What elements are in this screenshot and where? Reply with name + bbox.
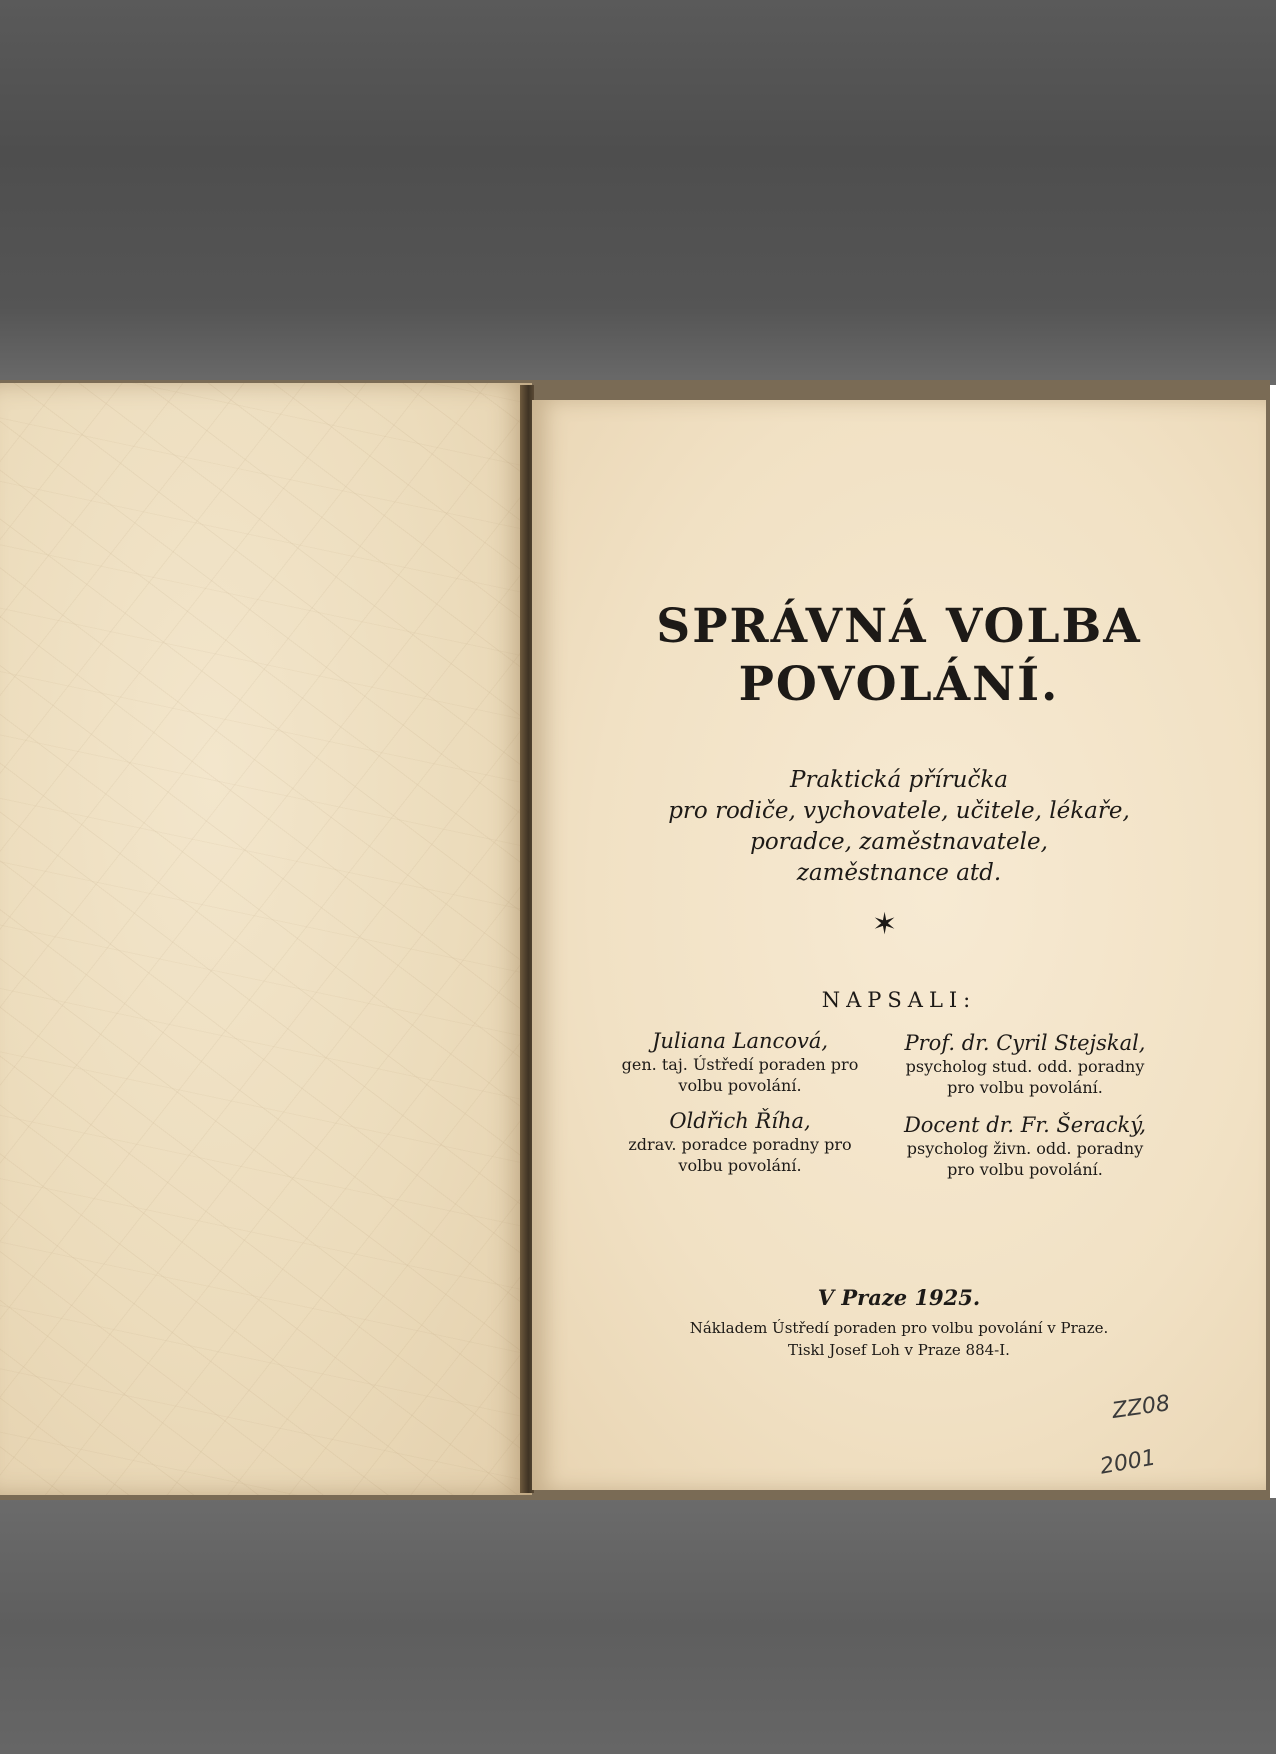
publisher-line: Nákladem Ústředí poraden pro volbu povolání v Praze. bbox=[689, 1319, 1109, 1337]
author-role: zdrav. poradce poradny pro bbox=[628, 1135, 852, 1154]
author-name: Oldřich Říha, bbox=[669, 1109, 811, 1133]
scan-background-top bbox=[0, 0, 1276, 385]
author-role: gen. taj. Ústředí poraden pro bbox=[621, 1055, 859, 1074]
authors-heading: NAPSALI: bbox=[821, 988, 977, 1012]
title-line-2: POVOLÁNÍ. bbox=[738, 657, 1060, 712]
title-line-1: SPRÁVNÁ VOLBA bbox=[656, 599, 1142, 654]
author-role: volbu povolání. bbox=[678, 1156, 802, 1175]
subtitle-line: Praktická příručka bbox=[790, 767, 1008, 793]
title-page bbox=[532, 400, 1266, 1490]
author-name: Prof. dr. Cyril Stejskal, bbox=[904, 1031, 1146, 1055]
author-role: psycholog živn. odd. poradny bbox=[906, 1139, 1144, 1158]
subtitle-line: zaměstnance atd. bbox=[796, 860, 1002, 886]
publisher-info bbox=[532, 1317, 1266, 1361]
ornament-star-icon: ✶ bbox=[872, 907, 898, 942]
author-entry bbox=[880, 1112, 1170, 1180]
book-title bbox=[532, 598, 1266, 714]
printer-line: Tiskl Josef Loh v Praze 884-I. bbox=[788, 1341, 1010, 1359]
author-entry bbox=[610, 1028, 870, 1096]
subtitle-line: pro rodiče, vychovatele, učitele, lékaře, bbox=[668, 798, 1130, 824]
author-entry bbox=[880, 1030, 1170, 1098]
subtitle-line: poradce, zaměstnavatele, bbox=[750, 829, 1048, 855]
pencil-note: ZZ08 bbox=[1110, 1391, 1172, 1424]
author-name: Docent dr. Fr. Šeracký, bbox=[903, 1113, 1147, 1137]
author-role: pro volbu povolání. bbox=[947, 1078, 1103, 1097]
endpaper-left-page bbox=[0, 383, 532, 1495]
author-name: Juliana Lancová, bbox=[651, 1029, 829, 1053]
author-entry bbox=[610, 1108, 870, 1176]
author-role: psycholog stud. odd. poradny bbox=[905, 1057, 1145, 1076]
author-role: pro volbu povolání. bbox=[947, 1160, 1103, 1179]
place-and-year: V Praze 1925. bbox=[817, 1285, 981, 1310]
author-role: volbu povolání. bbox=[678, 1076, 802, 1095]
pencil-note: 2001 bbox=[1098, 1445, 1158, 1480]
scan-background-bottom bbox=[0, 1498, 1276, 1754]
book-subtitle bbox=[532, 765, 1266, 889]
endpaper-texture bbox=[0, 383, 532, 1495]
